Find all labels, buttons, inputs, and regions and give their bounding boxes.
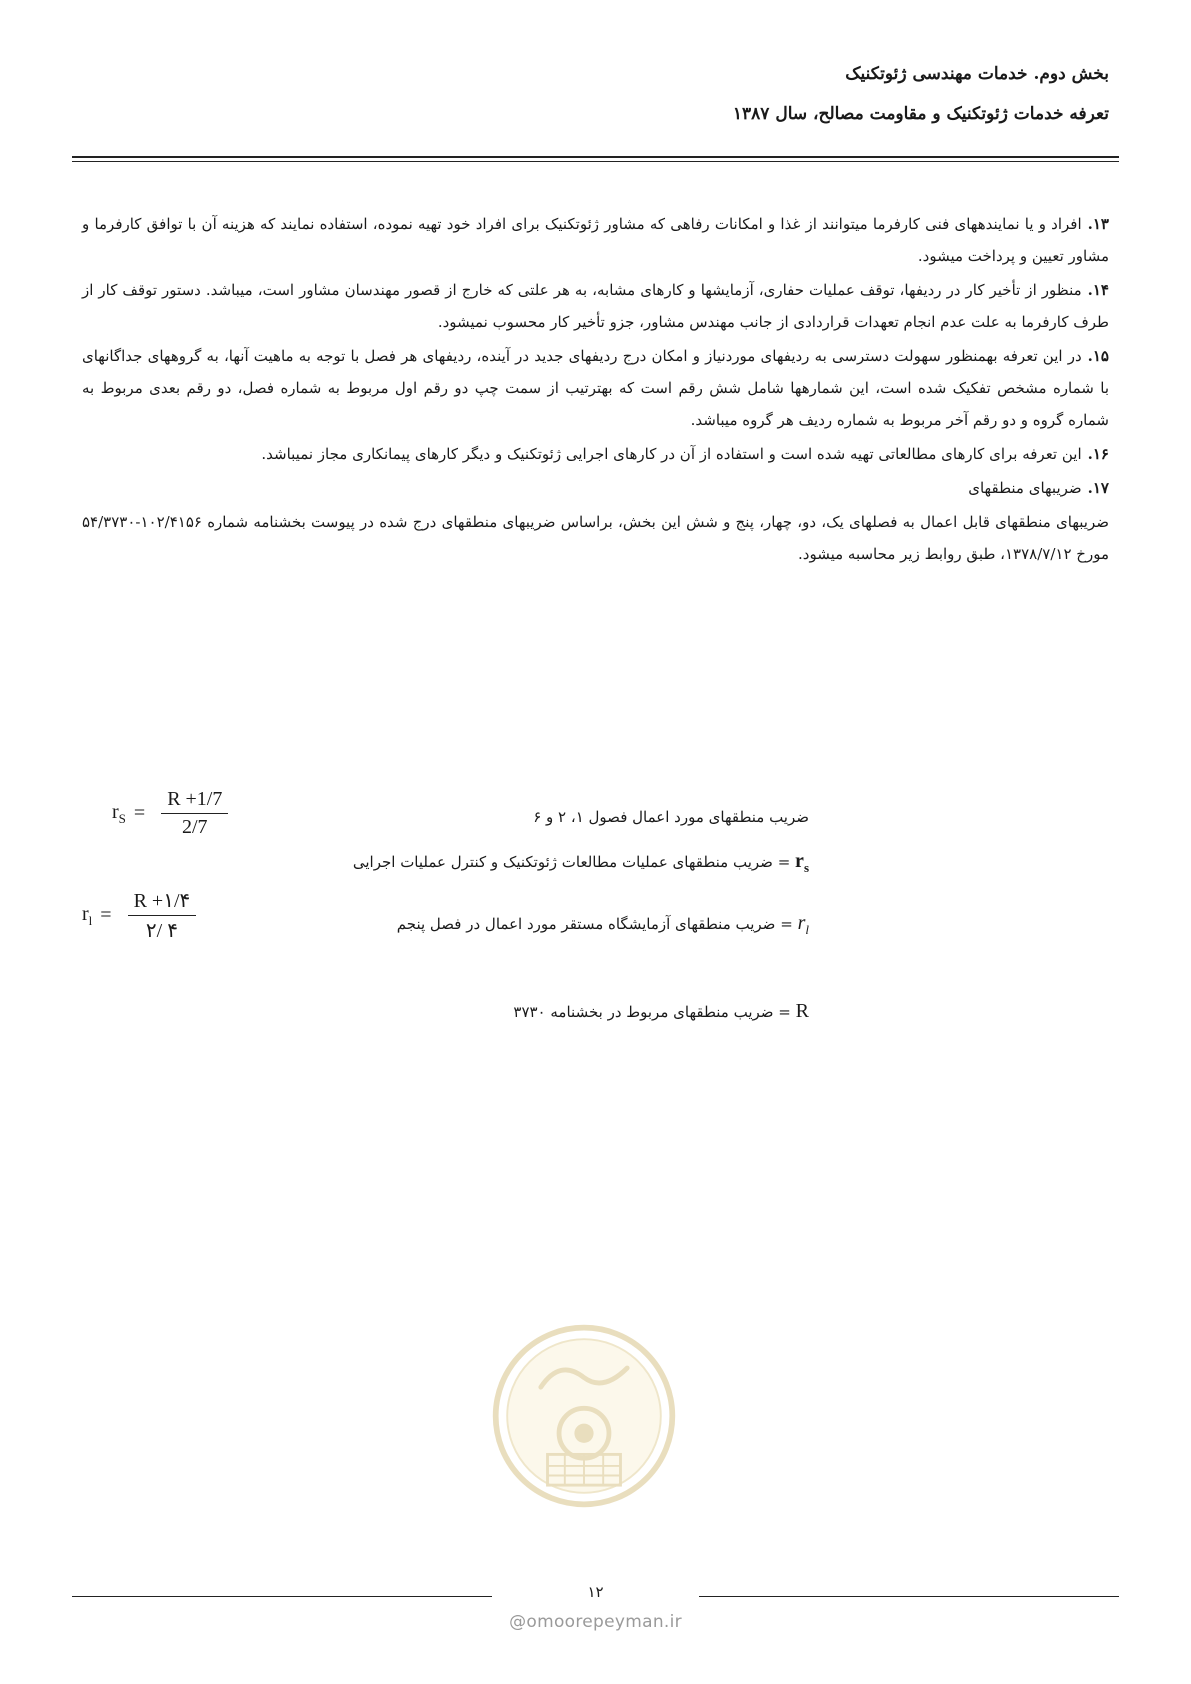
rs-numerator: R +1/7 <box>161 788 228 814</box>
body-text <box>82 208 1109 572</box>
r-legend-symbol: R <box>795 1000 809 1022</box>
footer-website: @omoorepeyman.ir <box>509 1612 682 1632</box>
equals-sign: = <box>100 904 112 926</box>
paragraph-14 <box>82 274 1109 338</box>
rs-denominator: 2/7 <box>182 816 208 838</box>
rs-legend-symbol: $r_s$ <box>795 850 809 875</box>
rs-symbol: $r_S$ <box>112 800 126 826</box>
paragraph-13 <box>82 208 1109 272</box>
seal-watermark-icon <box>488 1320 680 1512</box>
legend-equals: = <box>780 915 793 933</box>
formula-rs-expression <box>112 788 228 839</box>
paragraph-number: ۱۳. <box>1087 215 1109 233</box>
paragraph-text: منظور از تأخیر کار در ردیفها، توقف عملیات حفاری، آزمایشها و کارهای مشابه، به هر علتی که خارج از قصور مهندسان مشاور است، میباشد. دستور توقف کار از طرف کارفرما به علت عدم انجام تعهدات قراردادی از جانب مهندس مشاور، جزو تأخیر کار محسوب نمیشود. <box>82 281 1109 331</box>
rl-numerator: R +۱/۴ <box>128 888 197 916</box>
paragraph-17 <box>82 472 1109 504</box>
equals-sign: = <box>133 802 146 824</box>
formula-rs-description: ضریب منطقهای مورد اعمال فصول ۱، ۲ و ۶ <box>533 808 809 826</box>
paragraph-text: این تعرفه برای کارهای مطالعاتی تهیه شده است و استفاده از آن در کارهای اجرایی ژئوتکنیک و دیگر کارهای پیمانکاری مجاز نمیباشد. <box>261 445 1082 463</box>
rl-symbol: $r_l$ <box>82 902 93 928</box>
header-rule-thin <box>72 161 1119 162</box>
rl-fraction <box>128 888 197 943</box>
paragraph-number: ۱۴. <box>1087 281 1109 299</box>
rs-legend-text: ضریب منطقهای عملیات مطالعات ژئوتکنیک و کنترل عملیات اجرایی <box>352 853 773 871</box>
paragraph-17-body <box>82 506 1109 570</box>
page-number: ۱۲ <box>587 1583 604 1601</box>
paragraph-text: ضریبهای منطقهای قابل اعمال به فصلهای یک، دو، چهار، پنج و شش این بخش، براساس ضریبهای منطقهای درج شده در پیوست بخشنامه شماره ۱۰۲/۴۱۵۶-۵۴/۳۷۳۰ مورخ ۱۳۷۸/۷/۱۲، طبق روابط زیر محاسبه میشود. <box>82 513 1109 563</box>
paragraph-number: ۱۶. <box>1087 445 1109 463</box>
section-title: بخش دوم. خدمات مهندسی ژئوتکنیک <box>845 64 1109 84</box>
paragraph-number: ۱۷. <box>1087 479 1109 497</box>
r-legend-text: ضریب منطقهای مربوط در بخشنامه ۳۷۳۰ <box>513 1003 774 1021</box>
at-icon: @ <box>509 1612 527 1632</box>
rl-legend-symbol: $r_l$ <box>797 912 809 937</box>
rl-denominator: ۲/ ۴ <box>145 920 178 942</box>
page-header <box>82 58 1109 130</box>
rl-legend-text: ضریب منطقهای آزمایشگاه مستقر مورد اعمال در فصل پنجم <box>396 915 776 933</box>
formula-section <box>82 770 1109 1030</box>
header-rule <box>72 156 1119 158</box>
paragraph-16 <box>82 438 1109 470</box>
rs-fraction <box>161 788 228 839</box>
r-legend <box>513 1000 809 1023</box>
legend-equals: = <box>777 853 791 871</box>
legend-equals: = <box>778 1003 791 1021</box>
paragraph-text: در این تعرفه بهمنظور سهولت دسترسی به ردیفهای موردنیاز و امکان درج ردیفهای جدید در آینده، ردیفهای هر فصل با توجه به ماهیت آنها، به گروههای جداگانهای با شماره مشخص تفکیک شده است، این شمارهها شامل شش رقم است که بهترتیب از سمت چپ دو رقم اول مربوط به شماره فصل، دو رقم بعدی مربوط به شماره گروه و دو رقم آخر مربوط به شماره ردیف هر گروه میباشد. <box>82 347 1109 429</box>
formula-rl-expression <box>82 888 196 943</box>
paragraph-number: ۱۵. <box>1087 347 1109 365</box>
rs-legend <box>353 850 809 876</box>
rl-legend <box>397 912 809 938</box>
document-title: تعرفه خدمات ژئوتکنیک و مقاومت مصالح، سال ۱۳۸۷ <box>732 104 1109 124</box>
paragraph-text: افراد و یا نمایندههای فنی کارفرما میتوانند از غذا و امکانات رفاهی که مشاور ژئوتکنیک برای افراد خود تهیه نموده، استفاده نمایند که هزینه آن با توافق کارفرما و مشاور تعیین و پرداخت میشود. <box>82 215 1109 265</box>
paragraph-text: ضریبهای منطقهای <box>968 479 1082 497</box>
paragraph-15 <box>82 340 1109 436</box>
